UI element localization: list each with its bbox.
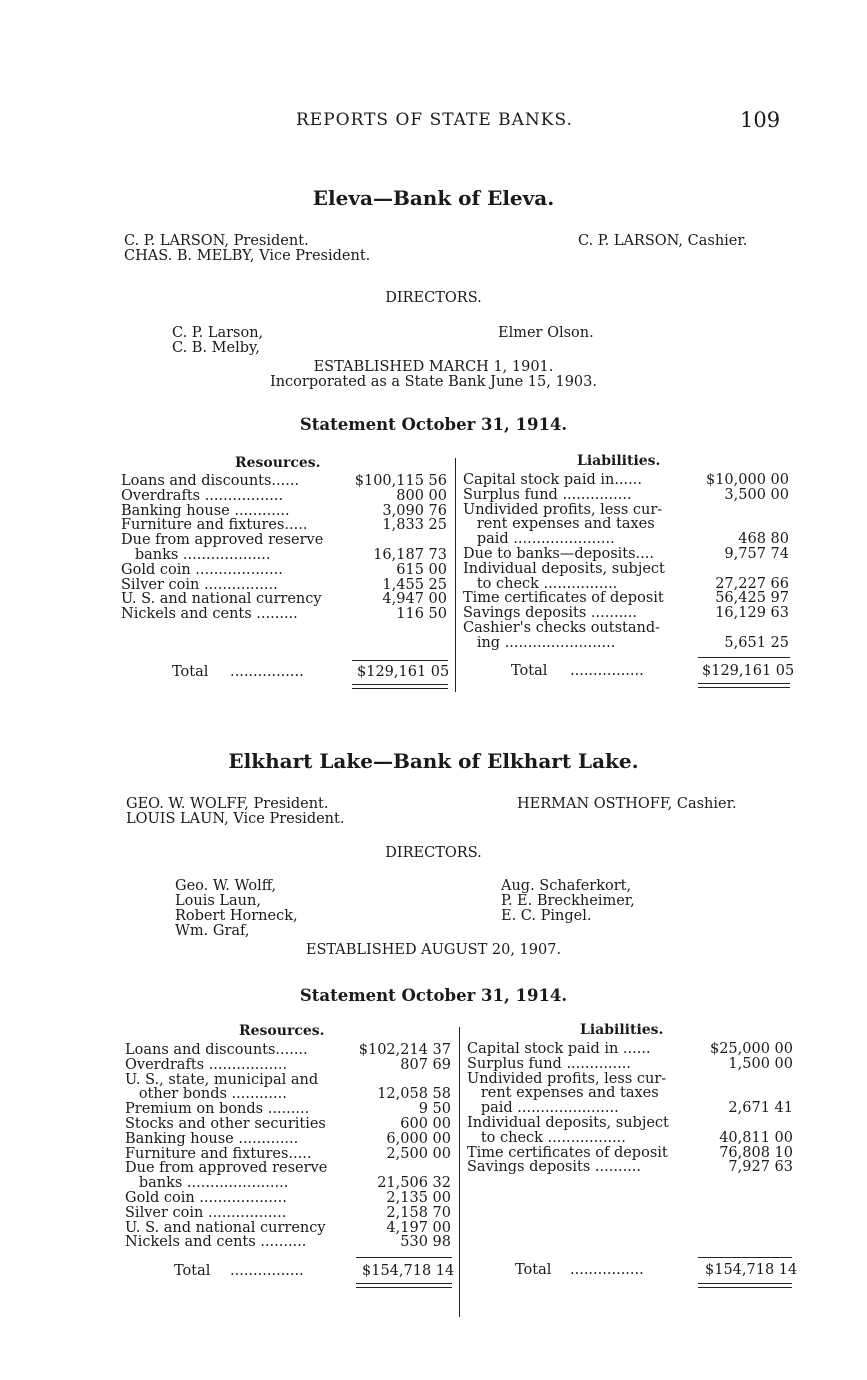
liabilities-total: $129,161 05 bbox=[702, 663, 795, 679]
resource-row-label: Banking house ............. bbox=[125, 1130, 299, 1147]
liability-row bbox=[463, 562, 789, 577]
resource-row-label: Overdrafts ................. bbox=[121, 487, 284, 504]
resource-row-label: Due from approved reserve bbox=[121, 532, 324, 549]
liability-row bbox=[467, 1072, 793, 1087]
resource-row-label: U. S. and national currency bbox=[121, 591, 322, 608]
total-rule bbox=[698, 1257, 792, 1258]
resource-row-label: Nickels and cents ......... bbox=[121, 606, 298, 623]
liability-row-amount: 27,227 66 bbox=[715, 575, 789, 592]
resource-row-amount: 9 50 bbox=[418, 1101, 451, 1118]
director: E. C. Pingel. bbox=[501, 908, 592, 924]
resource-row bbox=[121, 578, 447, 593]
liability-row-label: Savings deposits .......... bbox=[467, 1159, 641, 1176]
resource-row bbox=[121, 548, 447, 563]
resource-row-amount: 116 50 bbox=[396, 606, 447, 623]
double-rule bbox=[698, 683, 790, 688]
director: Aug. Schaferkort, bbox=[501, 878, 632, 894]
liability-row bbox=[463, 517, 789, 532]
resources-heading: Resources. bbox=[239, 1023, 325, 1039]
liability-row-amount: $25,000 00 bbox=[709, 1041, 793, 1057]
resource-row bbox=[125, 1043, 451, 1058]
officer-president: C. P. LARSON, President. bbox=[124, 233, 309, 249]
resources-total-label: Total bbox=[174, 1263, 211, 1279]
column-divider bbox=[455, 458, 456, 692]
resource-row-amount: $100,115 56 bbox=[354, 473, 447, 489]
resource-row-amount: 3,090 76 bbox=[382, 502, 447, 519]
liability-row-label: rent expenses and taxes bbox=[467, 1085, 659, 1102]
resource-row bbox=[121, 489, 447, 504]
liability-row-amount: 9,757 74 bbox=[724, 546, 789, 562]
liability-row-label: Surplus fund .............. bbox=[467, 1055, 631, 1072]
resource-row-label: Loans and discounts...... bbox=[121, 473, 300, 489]
officer-cashier: C. P. LARSON, Cashier. bbox=[578, 233, 748, 249]
director: Louis Laun, bbox=[175, 893, 261, 909]
liability-row bbox=[467, 1057, 793, 1072]
page-number: 109 bbox=[740, 108, 781, 132]
resources-total-leader: ................ bbox=[230, 664, 304, 680]
liability-row-amount: 7,927 63 bbox=[728, 1159, 793, 1176]
directors-heading: DIRECTORS. bbox=[385, 845, 482, 861]
resource-row-label: banks ...................... bbox=[125, 1175, 289, 1192]
resource-row-label: Silver coin ................. bbox=[125, 1204, 287, 1221]
resource-row bbox=[125, 1087, 451, 1102]
liability-row bbox=[467, 1086, 793, 1101]
resource-row-label: Overdrafts ................. bbox=[125, 1056, 288, 1073]
running-head-title: REPORTS OF STATE BANKS. bbox=[296, 110, 573, 130]
director: Elmer Olson. bbox=[498, 325, 594, 341]
director: P. E. Breckheimer, bbox=[501, 893, 635, 909]
liability-row bbox=[467, 1131, 793, 1146]
liability-row-label: Individual deposits, subject bbox=[463, 560, 665, 577]
officer-cashier: HERMAN OSTHOFF, Cashier. bbox=[517, 796, 737, 812]
resource-row-amount: 1,455 25 bbox=[382, 576, 447, 593]
resource-row-label: Silver coin ................ bbox=[121, 576, 278, 593]
liability-row bbox=[467, 1116, 793, 1131]
liability-row-label: paid ...................... bbox=[463, 531, 615, 548]
double-rule bbox=[356, 1283, 452, 1288]
resource-row bbox=[125, 1176, 451, 1191]
liability-row-amount: 2,671 41 bbox=[728, 1100, 793, 1117]
resource-row bbox=[121, 563, 447, 578]
liability-row-amount: 468 80 bbox=[738, 531, 789, 548]
liability-row bbox=[463, 503, 789, 518]
resource-row bbox=[125, 1058, 451, 1073]
double-rule bbox=[352, 684, 448, 689]
officer-president: GEO. W. WOLFF, President. bbox=[126, 796, 329, 812]
resource-row-label: Banking house ............ bbox=[121, 502, 290, 519]
resource-row bbox=[125, 1102, 451, 1117]
liability-row-label: Due to banks—deposits.... bbox=[463, 546, 654, 562]
liabilities-heading: Liabilities. bbox=[580, 1022, 664, 1038]
resource-row-label: Premium on bonds ......... bbox=[125, 1101, 310, 1118]
resource-row-amount: 16,187 73 bbox=[373, 547, 447, 563]
resource-row-label: Nickels and cents .......... bbox=[125, 1234, 307, 1251]
liability-row-label: Capital stock paid in ...... bbox=[467, 1041, 651, 1057]
resource-row bbox=[121, 592, 447, 607]
resource-row-amount: 807 69 bbox=[400, 1056, 451, 1073]
resource-row-amount: 615 00 bbox=[396, 561, 447, 578]
resource-row-amount: 800 00 bbox=[396, 487, 447, 504]
resource-row-amount: 6,000 00 bbox=[386, 1130, 451, 1147]
director: Wm. Graf, bbox=[175, 923, 250, 939]
liability-row bbox=[463, 532, 789, 547]
director: C. P. Larson, bbox=[172, 325, 264, 341]
liability-row-label: to check ................ bbox=[463, 575, 618, 592]
liability-row-label: Time certificates of deposit bbox=[467, 1144, 668, 1161]
liability-row-label: rent expenses and taxes bbox=[463, 516, 655, 533]
resource-row bbox=[125, 1147, 451, 1162]
resource-row-label: Due from approved reserve bbox=[125, 1160, 328, 1177]
liability-row bbox=[463, 636, 789, 651]
resources-total-leader: ................ bbox=[230, 1263, 304, 1279]
liability-row bbox=[467, 1146, 793, 1161]
resources-total: $154,718 14 bbox=[362, 1263, 455, 1279]
liability-row-label: Savings deposits .......... bbox=[463, 605, 637, 622]
resource-row-amount: $102,214 37 bbox=[358, 1042, 451, 1058]
liability-row-label: Undivided profits, less cur- bbox=[463, 501, 663, 518]
liability-row bbox=[463, 577, 789, 592]
resource-row bbox=[125, 1206, 451, 1221]
liability-row bbox=[463, 547, 789, 562]
resource-row-label: Furniture and fixtures..... bbox=[121, 517, 308, 534]
resource-row-amount: 1,833 25 bbox=[382, 517, 447, 534]
liability-row-amount: 3,500 00 bbox=[724, 486, 789, 503]
resource-row bbox=[125, 1235, 451, 1250]
liability-row bbox=[463, 473, 789, 488]
resource-row-amount: 4,947 00 bbox=[382, 591, 447, 608]
resource-row-label: Gold coin ................... bbox=[121, 561, 283, 578]
resource-row bbox=[125, 1221, 451, 1236]
liability-row-label: Individual deposits, subject bbox=[467, 1115, 669, 1131]
resource-row-amount: 530 98 bbox=[400, 1234, 451, 1251]
bank-title: Elkhart Lake—Bank of Elkhart Lake. bbox=[228, 749, 639, 773]
liability-row-label: Undivided profits, less cur- bbox=[467, 1070, 667, 1087]
resource-row-amount: 600 00 bbox=[400, 1116, 451, 1132]
liability-row-amount: 56,425 97 bbox=[715, 590, 789, 607]
liability-row-label: Surplus fund ............... bbox=[463, 486, 632, 503]
resource-row bbox=[125, 1191, 451, 1206]
statement-title: Statement October 31, 1914. bbox=[299, 986, 568, 1005]
running-head bbox=[0, 110, 867, 134]
liability-row-label: paid ...................... bbox=[467, 1100, 619, 1117]
resource-row bbox=[121, 533, 447, 548]
director: Geo. W. Wolff, bbox=[175, 878, 277, 894]
resources-heading: Resources. bbox=[235, 455, 321, 471]
double-rule bbox=[698, 1283, 792, 1288]
resource-row-label: banks ................... bbox=[121, 547, 271, 563]
resources-total-label: Total bbox=[172, 664, 209, 680]
liability-row-label: ing ........................ bbox=[463, 634, 616, 651]
resource-row-amount: 21,506 32 bbox=[377, 1175, 451, 1192]
liability-row bbox=[463, 621, 789, 636]
resource-row bbox=[121, 518, 447, 533]
incorporated-line: Incorporated as a State Bank June 15, 1903. bbox=[269, 374, 597, 390]
liabilities-total-leader: ................ bbox=[570, 1262, 644, 1278]
statement-title: Statement October 31, 1914. bbox=[299, 415, 568, 434]
total-rule bbox=[698, 657, 790, 658]
liability-row-amount: 1,500 00 bbox=[728, 1055, 793, 1072]
liabilities-total: $154,718 14 bbox=[705, 1262, 798, 1278]
officer-vice-president: LOUIS LAUN, Vice President. bbox=[126, 811, 345, 827]
director: C. B. Melby, bbox=[172, 340, 260, 356]
liability-row-amount: 76,808 10 bbox=[719, 1144, 793, 1161]
resource-row bbox=[125, 1161, 451, 1176]
liability-row bbox=[467, 1042, 793, 1057]
column-divider bbox=[459, 1027, 460, 1317]
liability-row bbox=[463, 488, 789, 503]
liability-row-amount: $10,000 00 bbox=[705, 472, 789, 488]
liability-row-label: Cashier's checks outstand- bbox=[463, 620, 661, 636]
liability-row bbox=[467, 1160, 793, 1175]
liability-row-amount: 5,651 25 bbox=[724, 634, 789, 651]
resource-row bbox=[121, 504, 447, 519]
resource-row-label: other bonds ............ bbox=[125, 1086, 287, 1103]
officer-vice-president: CHAS. B. MELBY, Vice President. bbox=[124, 248, 371, 264]
resource-row-label: Furniture and fixtures..... bbox=[125, 1145, 312, 1162]
resource-row-label: Loans and discounts....... bbox=[125, 1042, 308, 1058]
liability-row bbox=[463, 606, 789, 621]
liability-row-label: Capital stock paid in...... bbox=[463, 472, 642, 488]
resource-row-label: U. S., state, municipal and bbox=[125, 1071, 319, 1088]
resource-row-amount: 2,500 00 bbox=[386, 1145, 451, 1162]
resources-total: $129,161 05 bbox=[357, 664, 450, 680]
liability-row-amount: 16,129 63 bbox=[715, 605, 789, 622]
resource-row bbox=[125, 1132, 451, 1147]
established-line: ESTABLISHED AUGUST 20, 1907. bbox=[305, 942, 562, 958]
liability-row-label: Time certificates of deposit bbox=[463, 590, 664, 607]
resource-row-label: Stocks and other securities bbox=[125, 1116, 326, 1132]
bank-title: Eleva—Bank of Eleva. bbox=[312, 186, 555, 210]
resource-row bbox=[121, 474, 447, 489]
liabilities-total-label: Total bbox=[511, 663, 548, 679]
director: Robert Horneck, bbox=[175, 908, 298, 924]
liability-row-amount: 40,811 00 bbox=[719, 1129, 793, 1146]
resource-row-amount: 12,058 58 bbox=[377, 1086, 451, 1103]
total-rule bbox=[356, 1257, 452, 1258]
resource-row-amount: 4,197 00 bbox=[386, 1219, 451, 1236]
resource-row bbox=[121, 607, 447, 622]
liability-row bbox=[467, 1101, 793, 1116]
liabilities-total-leader: ................ bbox=[570, 663, 644, 679]
resource-row-label: U. S. and national currency bbox=[125, 1219, 326, 1236]
total-rule bbox=[352, 660, 448, 661]
resource-row bbox=[125, 1117, 451, 1132]
resource-row-label: Gold coin ................... bbox=[125, 1190, 287, 1206]
liability-row bbox=[463, 591, 789, 606]
directors-heading: DIRECTORS. bbox=[385, 290, 482, 306]
resource-row-amount: 2,135 00 bbox=[386, 1190, 451, 1206]
liabilities-heading: Liabilities. bbox=[577, 453, 661, 469]
liabilities-total-label: Total bbox=[515, 1262, 552, 1278]
established-line: ESTABLISHED MARCH 1, 1901. bbox=[313, 359, 554, 375]
liability-row-label: to check ................. bbox=[467, 1129, 626, 1146]
resource-row bbox=[125, 1073, 451, 1088]
resource-row-amount: 2,158 70 bbox=[386, 1204, 451, 1221]
